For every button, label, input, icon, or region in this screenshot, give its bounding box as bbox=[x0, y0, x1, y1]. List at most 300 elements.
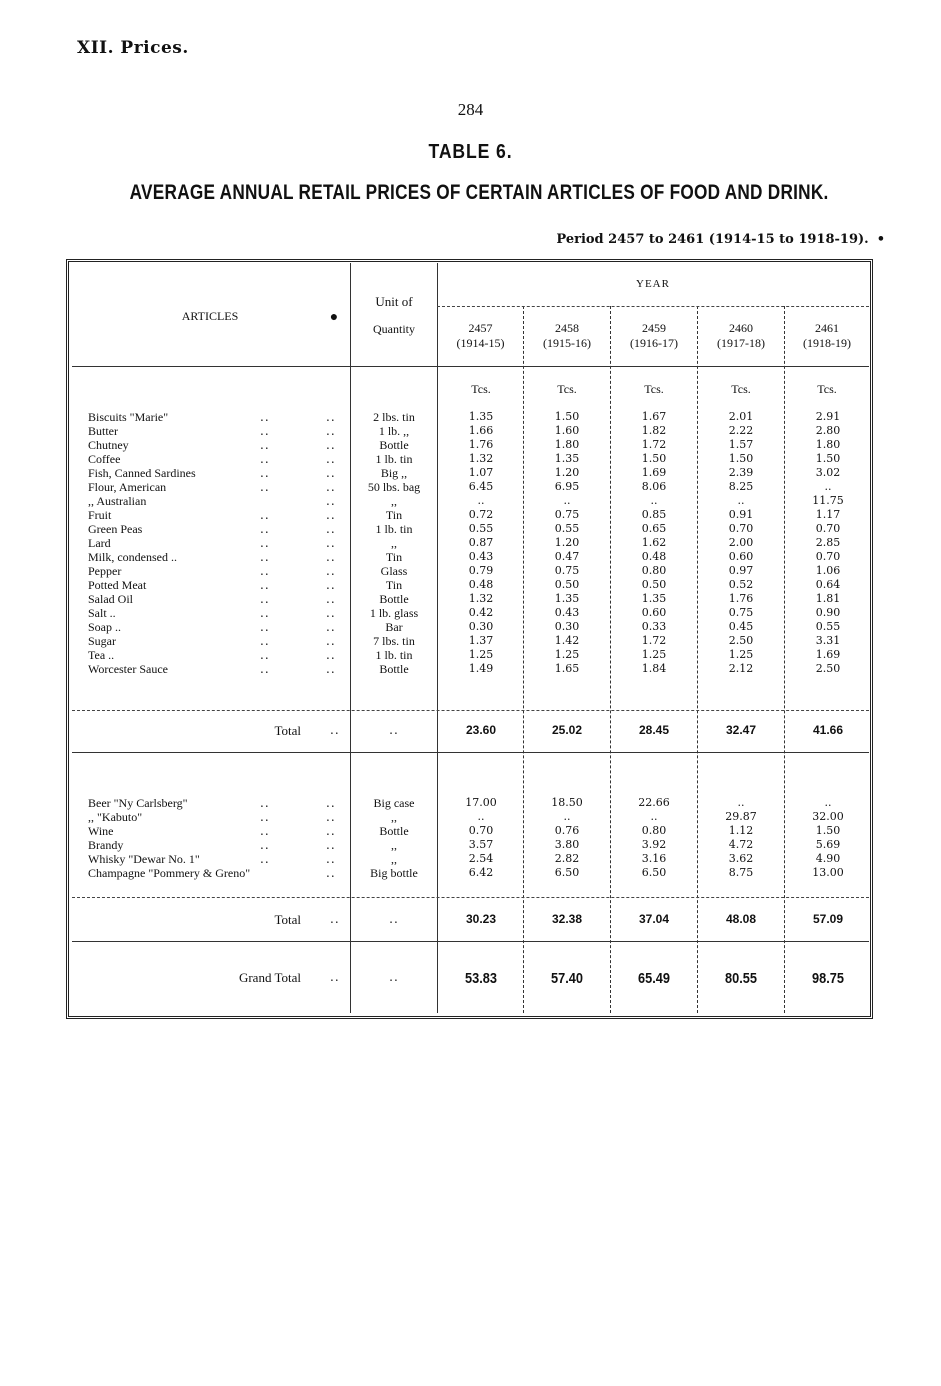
price-value: 0.50 bbox=[641, 578, 667, 591]
price-value: 6.95 bbox=[554, 480, 580, 493]
row-rule bbox=[437, 306, 869, 307]
row-rule bbox=[72, 366, 869, 367]
unit-of-quantity: 1 lb. ,, bbox=[378, 424, 410, 438]
year-ad: (1915-16) bbox=[543, 336, 591, 350]
total-value: 25.02 bbox=[551, 723, 583, 737]
grand-total-value: 80.55 bbox=[725, 970, 757, 987]
food-row bbox=[72, 522, 869, 536]
price-value: 1.67 bbox=[641, 410, 667, 423]
price-value: 1.65 bbox=[554, 662, 580, 675]
leader-dots: .. bbox=[260, 578, 270, 592]
unit-of-quantity: Bottle bbox=[379, 438, 409, 452]
unit-of-quantity: Bottle bbox=[379, 592, 409, 606]
leader-dots: .. bbox=[260, 452, 270, 466]
leader-dots: .. bbox=[326, 810, 336, 824]
price-value: 5.69 bbox=[815, 838, 841, 851]
unit-of-quantity: Glass bbox=[380, 564, 408, 578]
food-row bbox=[72, 508, 869, 522]
article-name: Brandy bbox=[88, 838, 124, 852]
price-value: 0.64 bbox=[815, 578, 841, 591]
leader-dots: .. bbox=[260, 634, 270, 648]
article-name: Potted Meat bbox=[88, 578, 147, 592]
leader-dots: .. bbox=[260, 424, 270, 438]
price-value: 1.76 bbox=[728, 592, 754, 605]
unit-of-quantity: ,, bbox=[391, 536, 397, 550]
article-name: Butter bbox=[88, 424, 118, 438]
price-value: 1.72 bbox=[641, 438, 667, 451]
currency-label: Tcs. bbox=[557, 382, 577, 396]
price-value: 2.82 bbox=[554, 852, 580, 865]
price-value: 3.92 bbox=[641, 838, 667, 851]
price-value: 1.12 bbox=[728, 824, 754, 837]
drink-row bbox=[72, 796, 869, 810]
leader-dots: .. bbox=[260, 810, 270, 824]
price-value: 1.50 bbox=[554, 410, 580, 423]
price-value: 0.70 bbox=[468, 824, 494, 837]
leader-dots: .. bbox=[260, 410, 270, 424]
article-name: Worcester Sauce bbox=[88, 662, 168, 676]
leader-dots: .. bbox=[260, 564, 270, 578]
price-value: 1.25 bbox=[728, 648, 754, 661]
price-value: 32.00 bbox=[812, 810, 844, 823]
food-row bbox=[72, 466, 869, 480]
year-col-2460 bbox=[698, 321, 784, 351]
leader-dots: .. bbox=[326, 564, 336, 578]
food-row bbox=[72, 620, 869, 634]
leader-dots: .. bbox=[260, 796, 270, 810]
leader-dots: .. bbox=[326, 866, 336, 880]
price-value: 0.97 bbox=[728, 564, 754, 577]
price-value: 1.17 bbox=[815, 508, 841, 521]
price-value: 1.20 bbox=[554, 466, 580, 479]
price-value: .. bbox=[737, 796, 745, 809]
article-name: Tea .. bbox=[88, 648, 115, 662]
price-value: 0.52 bbox=[728, 578, 754, 591]
price-value: 1.84 bbox=[641, 662, 667, 675]
article-name: Milk, condensed .. bbox=[88, 550, 177, 564]
leader-dots: .. bbox=[326, 620, 336, 634]
unit-of-quantity: Tin bbox=[385, 578, 403, 592]
food-row bbox=[72, 578, 869, 592]
food-row bbox=[72, 550, 869, 564]
year-col-2457 bbox=[438, 321, 523, 351]
year-col-2461 bbox=[785, 321, 869, 351]
price-value: 4.90 bbox=[815, 852, 841, 865]
leader-dots: .. bbox=[260, 606, 270, 620]
leader-dots: .. bbox=[326, 852, 336, 866]
leader-dots: .. bbox=[326, 578, 336, 592]
leader-dots: .. bbox=[326, 508, 336, 522]
price-value: 1.80 bbox=[554, 438, 580, 451]
price-value: 1.50 bbox=[641, 452, 667, 465]
total-value: 23.60 bbox=[465, 723, 497, 737]
article-name: Soap .. bbox=[88, 620, 121, 634]
currency-label: Tcs. bbox=[731, 382, 751, 396]
article-name: ,, Australian bbox=[88, 494, 147, 508]
year-header: YEAR bbox=[636, 278, 670, 290]
leader-dots: .. bbox=[260, 852, 270, 866]
price-value: 0.75 bbox=[554, 508, 580, 521]
price-value: 1.80 bbox=[815, 438, 841, 451]
unit-of-quantity: 7 lbs. tin bbox=[373, 634, 415, 648]
price-value: 6.50 bbox=[554, 866, 580, 879]
unit-of-quantity: Tin bbox=[385, 508, 403, 522]
unit-of-quantity: Bottle bbox=[379, 824, 409, 838]
leader-dots: .. bbox=[260, 536, 270, 550]
total-value: 30.23 bbox=[465, 912, 497, 926]
articles-header: ARTICLES bbox=[181, 309, 239, 323]
price-value: 2.22 bbox=[728, 424, 754, 437]
price-value: 0.50 bbox=[554, 578, 580, 591]
article-name: Flour, American bbox=[88, 480, 167, 494]
price-value: 0.91 bbox=[728, 508, 754, 521]
year-be: 2461 bbox=[815, 321, 839, 335]
price-value: .. bbox=[824, 796, 832, 809]
header-bullet: ● bbox=[329, 310, 339, 325]
food-row bbox=[72, 634, 869, 648]
price-value: 1.66 bbox=[468, 424, 494, 437]
total-unit: .. bbox=[389, 912, 399, 926]
price-value: 1.76 bbox=[468, 438, 494, 451]
unit-of-quantity: Tin bbox=[385, 550, 403, 564]
food-row bbox=[72, 592, 869, 606]
leader-dots: .. bbox=[326, 606, 336, 620]
price-value: 1.60 bbox=[554, 424, 580, 437]
price-value: 6.45 bbox=[468, 480, 494, 493]
price-value: .. bbox=[824, 480, 832, 493]
price-value: .. bbox=[477, 494, 485, 507]
price-value: 3.57 bbox=[468, 838, 494, 851]
drink-row bbox=[72, 852, 869, 866]
year-ad: (1914-15) bbox=[456, 336, 505, 350]
price-value: 29.87 bbox=[725, 810, 757, 823]
leader-dots: .. bbox=[260, 592, 270, 606]
total-value: 57.09 bbox=[812, 912, 844, 926]
leader-dots: .. bbox=[260, 662, 270, 676]
unit-of-quantity: Bottle bbox=[379, 662, 409, 676]
article-name: Beer "Ny Carlsberg" bbox=[88, 796, 188, 810]
price-value: 1.37 bbox=[468, 634, 494, 647]
price-value: 2.50 bbox=[815, 662, 841, 675]
price-value: 0.43 bbox=[468, 550, 494, 563]
price-value: 2.91 bbox=[815, 410, 841, 423]
price-value: 0.60 bbox=[728, 550, 754, 563]
unit-of-quantity: 1 lb. tin bbox=[375, 522, 413, 536]
article-name: ,, "Kabuto" bbox=[88, 810, 143, 824]
price-value: 0.30 bbox=[468, 620, 494, 633]
price-value: 2.50 bbox=[728, 634, 754, 647]
article-name: Coffee bbox=[88, 452, 121, 466]
price-value: 0.65 bbox=[641, 522, 667, 535]
price-value: .. bbox=[477, 810, 485, 823]
year-col-2458 bbox=[524, 321, 610, 351]
grand-total-value: 65.49 bbox=[638, 970, 670, 987]
price-value: 13.00 bbox=[812, 866, 844, 879]
currency-label: Tcs. bbox=[471, 382, 491, 396]
price-value: 0.90 bbox=[815, 606, 841, 619]
article-name: Green Peas bbox=[88, 522, 143, 536]
price-value: 1.35 bbox=[641, 592, 667, 605]
leader-dots: .. bbox=[326, 452, 336, 466]
article-name: Whisky "Dewar No. 1" bbox=[88, 852, 200, 866]
price-value: 6.42 bbox=[468, 866, 494, 879]
total-dots: .. bbox=[330, 723, 340, 737]
currency-label: Tcs. bbox=[817, 382, 837, 396]
price-value: 0.55 bbox=[468, 522, 494, 535]
unit-of-quantity: ,, bbox=[391, 810, 397, 824]
price-value: .. bbox=[563, 494, 571, 507]
price-value: 0.75 bbox=[728, 606, 754, 619]
price-value: 3.02 bbox=[815, 466, 841, 479]
leader-dots: .. bbox=[326, 480, 336, 494]
leader-dots: .. bbox=[326, 648, 336, 662]
food-row bbox=[72, 480, 869, 494]
price-value: 3.80 bbox=[554, 838, 580, 851]
price-value: 0.30 bbox=[554, 620, 580, 633]
leader-dots: .. bbox=[326, 838, 336, 852]
leader-dots: .. bbox=[326, 592, 336, 606]
price-value: 0.85 bbox=[641, 508, 667, 521]
drink-row bbox=[72, 866, 869, 880]
leader-dots: .. bbox=[326, 494, 336, 508]
price-value: 1.42 bbox=[554, 634, 580, 647]
grand-total-value: 98.75 bbox=[812, 970, 844, 987]
total-value: 41.66 bbox=[812, 723, 844, 737]
food-row bbox=[72, 536, 869, 550]
article-name: Biscuits "Marie" bbox=[88, 410, 169, 424]
article-name: Sugar bbox=[88, 634, 116, 648]
price-value: .. bbox=[650, 810, 658, 823]
year-ad: (1916-17) bbox=[630, 336, 678, 350]
leader-dots: .. bbox=[326, 410, 336, 424]
price-value: .. bbox=[650, 494, 658, 507]
price-value: 0.60 bbox=[641, 606, 667, 619]
leader-dots: .. bbox=[326, 824, 336, 838]
price-value: 1.07 bbox=[468, 466, 494, 479]
total-value: 28.45 bbox=[638, 723, 670, 737]
price-value: 4.72 bbox=[728, 838, 754, 851]
food-row bbox=[72, 648, 869, 662]
table-title: AVERAGE ANNUAL RETAIL PRICES OF CERTAIN ARTICLES OF FOOD AND DRINK. bbox=[129, 181, 829, 204]
unit-of-quantity: ,, bbox=[391, 494, 397, 508]
price-value: 1.25 bbox=[554, 648, 580, 661]
price-value: 0.33 bbox=[641, 620, 667, 633]
leader-dots: .. bbox=[260, 648, 270, 662]
leader-dots: .. bbox=[260, 466, 270, 480]
year-be: 2457 bbox=[468, 321, 493, 335]
price-value: 1.62 bbox=[641, 536, 667, 549]
food-row bbox=[72, 662, 869, 676]
price-value: 2.00 bbox=[728, 536, 754, 549]
price-value: .. bbox=[737, 494, 745, 507]
leader-dots: .. bbox=[260, 550, 270, 564]
price-value: 3.16 bbox=[641, 852, 667, 865]
article-name: Pepper bbox=[88, 564, 122, 578]
price-value: 0.80 bbox=[641, 824, 667, 837]
unit-of-quantity: ,, bbox=[391, 852, 397, 866]
price-value: 0.48 bbox=[641, 550, 667, 563]
leader-dots: .. bbox=[326, 796, 336, 810]
price-value: 0.55 bbox=[815, 620, 841, 633]
price-value: 1.57 bbox=[728, 438, 754, 451]
food-row bbox=[72, 494, 869, 508]
leader-dots: .. bbox=[260, 824, 270, 838]
leader-dots: .. bbox=[326, 438, 336, 452]
total-unit: .. bbox=[389, 723, 399, 737]
article-name: Salad Oil bbox=[88, 592, 133, 606]
period-text: Period 2457 to 2461 (1914-15 to 1918-19). bbox=[556, 232, 869, 247]
price-value: .. bbox=[563, 810, 571, 823]
price-value: 1.32 bbox=[468, 592, 494, 605]
leader-dots: .. bbox=[326, 424, 336, 438]
unit-of-quantity: 2 lbs. tin bbox=[373, 410, 415, 424]
price-value: 3.31 bbox=[815, 634, 841, 647]
price-value: 1.35 bbox=[554, 452, 580, 465]
price-value: 0.79 bbox=[468, 564, 494, 577]
row-rule bbox=[72, 941, 869, 942]
price-value: 17.00 bbox=[465, 796, 497, 809]
period-mark: • bbox=[876, 232, 885, 247]
article-name: Salt .. bbox=[88, 606, 116, 620]
price-value: 0.70 bbox=[815, 522, 841, 535]
period-line bbox=[556, 232, 885, 247]
price-value: 8.06 bbox=[641, 480, 667, 493]
price-value: 1.82 bbox=[641, 424, 667, 437]
chapter-heading: XII. Prices. bbox=[77, 38, 189, 58]
unit-header-line2: Quantity bbox=[373, 322, 415, 336]
row-rule bbox=[72, 752, 869, 753]
article-name: Wine bbox=[88, 824, 114, 838]
unit-of-quantity: Big bottle bbox=[370, 866, 418, 880]
food-row bbox=[72, 452, 869, 466]
year-ad: (1918-19) bbox=[803, 336, 851, 350]
unit-header-line1: Unit of bbox=[375, 294, 413, 309]
grand-total-unit: .. bbox=[389, 970, 399, 984]
unit-of-quantity: Big case bbox=[373, 796, 415, 810]
price-value: 1.25 bbox=[641, 648, 667, 661]
drink-total-row bbox=[72, 912, 869, 932]
total-value: 32.47 bbox=[725, 723, 757, 737]
total-value: 37.04 bbox=[638, 912, 670, 926]
unit-of-quantity: 1 lb. tin bbox=[375, 648, 413, 662]
price-value: 22.66 bbox=[638, 796, 670, 809]
row-rule bbox=[72, 897, 869, 898]
price-value: 0.42 bbox=[468, 606, 494, 619]
price-value: 0.47 bbox=[554, 550, 580, 563]
price-value: 1.32 bbox=[468, 452, 494, 465]
leader-dots: .. bbox=[260, 620, 270, 634]
leader-dots: .. bbox=[260, 522, 270, 536]
leader-dots: .. bbox=[326, 522, 336, 536]
currency-label: Tcs. bbox=[644, 382, 664, 396]
leader-dots: .. bbox=[326, 634, 336, 648]
price-value: 0.87 bbox=[468, 536, 494, 549]
leader-dots: .. bbox=[260, 438, 270, 452]
price-value: 18.50 bbox=[551, 796, 583, 809]
price-value: 0.45 bbox=[728, 620, 754, 633]
food-row bbox=[72, 564, 869, 578]
price-value: 3.62 bbox=[728, 852, 754, 865]
price-value: 1.69 bbox=[641, 466, 667, 479]
food-row bbox=[72, 606, 869, 620]
price-value: 1.06 bbox=[815, 564, 841, 577]
price-value: 6.50 bbox=[641, 866, 667, 879]
article-name: Chutney bbox=[88, 438, 129, 452]
price-value: 8.75 bbox=[728, 866, 754, 879]
price-value: 0.55 bbox=[554, 522, 580, 535]
leader-dots: .. bbox=[326, 550, 336, 564]
table-label: TABLE 6. bbox=[428, 141, 513, 163]
price-value: 0.43 bbox=[554, 606, 580, 619]
price-value: 2.54 bbox=[468, 852, 494, 865]
price-value: 2.39 bbox=[728, 466, 754, 479]
price-value: 1.50 bbox=[815, 824, 841, 837]
price-value: 1.20 bbox=[554, 536, 580, 549]
drink-row bbox=[72, 838, 869, 852]
leader-dots: .. bbox=[260, 480, 270, 494]
grand-total-dots: .. bbox=[330, 970, 340, 984]
unit-of-quantity: Big ,, bbox=[380, 466, 408, 480]
page-number: 284 bbox=[457, 100, 484, 119]
price-value: 8.25 bbox=[728, 480, 754, 493]
price-value: 2.85 bbox=[815, 536, 841, 549]
price-value: 2.12 bbox=[728, 662, 754, 675]
price-value: 0.48 bbox=[468, 578, 494, 591]
food-row bbox=[72, 438, 869, 452]
grand-total-label: Grand Total bbox=[238, 970, 301, 985]
leader-dots: .. bbox=[260, 508, 270, 522]
total-label: Total bbox=[274, 912, 301, 927]
unit-of-quantity: Bar bbox=[385, 620, 403, 634]
year-be: 2458 bbox=[555, 321, 579, 335]
price-value: 2.80 bbox=[815, 424, 841, 437]
unit-of-quantity: 50 lbs. bag bbox=[367, 480, 421, 494]
total-value: 32.38 bbox=[551, 912, 583, 926]
article-name: Fish, Canned Sardines bbox=[88, 466, 196, 480]
grand-total-value: 57.40 bbox=[551, 970, 583, 987]
article-name: Lard bbox=[88, 536, 111, 550]
drink-row bbox=[72, 810, 869, 824]
price-value: 1.50 bbox=[728, 452, 754, 465]
price-value: 1.69 bbox=[815, 648, 841, 661]
food-row bbox=[72, 410, 869, 424]
total-dots: .. bbox=[330, 912, 340, 926]
year-col-2459 bbox=[611, 321, 697, 351]
year-be: 2460 bbox=[729, 321, 753, 335]
leader-dots: .. bbox=[326, 662, 336, 676]
price-value: 1.35 bbox=[554, 592, 580, 605]
grand-total-row bbox=[72, 970, 869, 990]
drink-row bbox=[72, 824, 869, 838]
food-row bbox=[72, 424, 869, 438]
row-rule bbox=[72, 710, 869, 711]
price-value: 0.70 bbox=[728, 522, 754, 535]
price-value: 0.76 bbox=[554, 824, 580, 837]
article-name: Champagne "Pommery & Greno" bbox=[88, 866, 251, 880]
price-value: 1.72 bbox=[641, 634, 667, 647]
unit-of-quantity: 1 lb. glass bbox=[369, 606, 419, 620]
year-be: 2459 bbox=[642, 321, 666, 335]
price-value: 11.75 bbox=[812, 494, 844, 507]
unit-of-quantity: ,, bbox=[391, 838, 397, 852]
grand-total-value: 53.83 bbox=[465, 970, 497, 987]
price-value: 0.75 bbox=[554, 564, 580, 577]
food-total-row bbox=[72, 723, 869, 743]
price-value: 0.72 bbox=[468, 508, 494, 521]
year-ad: (1917-18) bbox=[717, 336, 765, 350]
price-value: 1.81 bbox=[815, 592, 841, 605]
price-value: 2.01 bbox=[728, 410, 754, 423]
